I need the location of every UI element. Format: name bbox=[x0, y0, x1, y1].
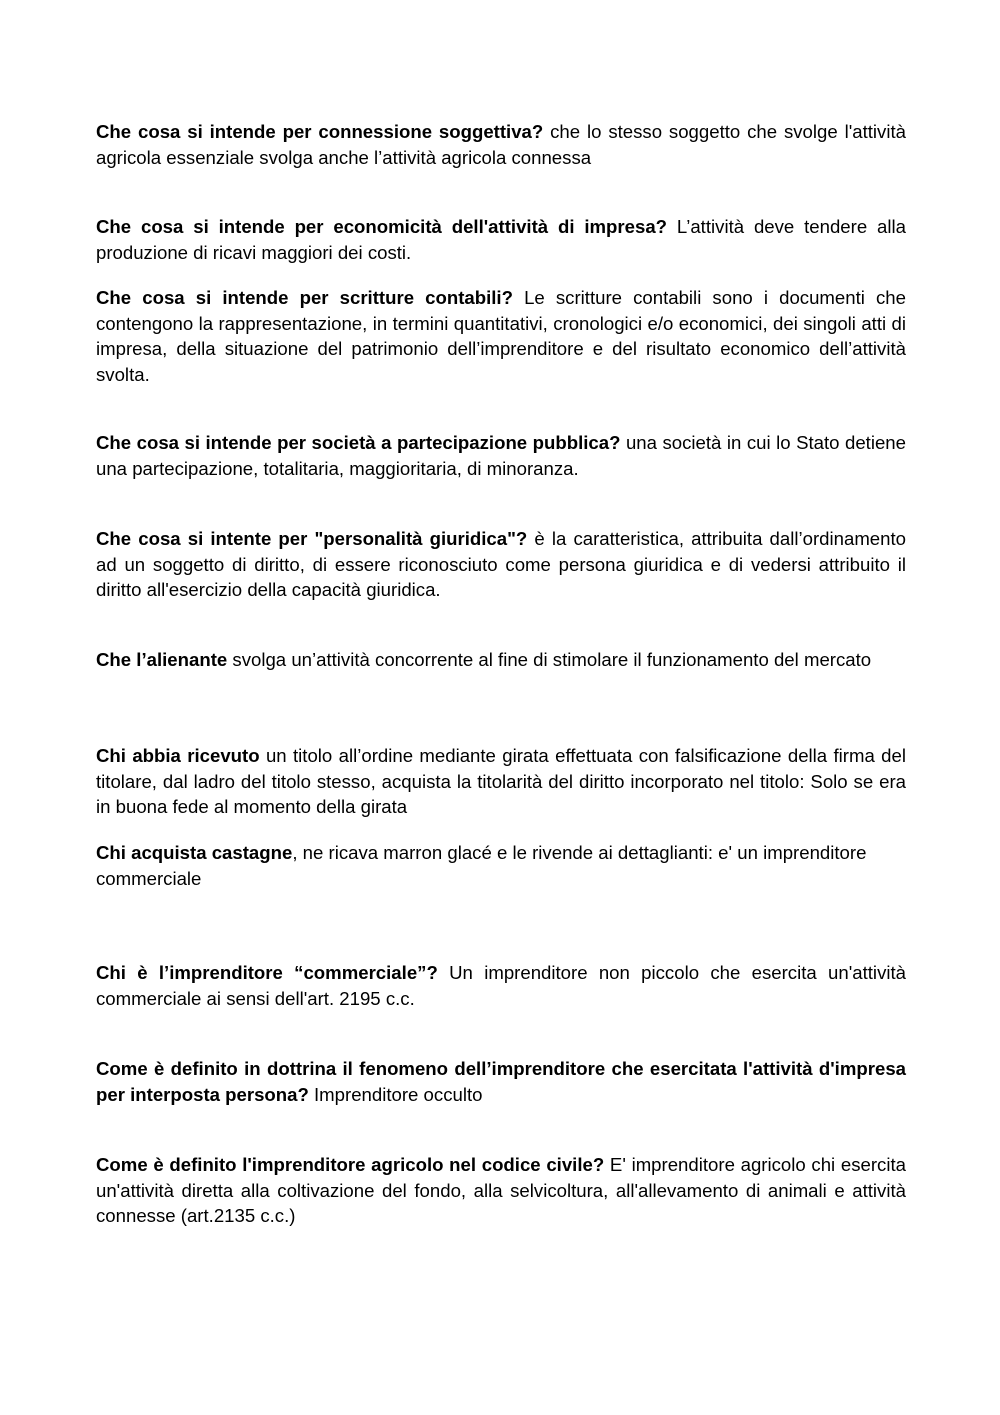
answer-text: L’attività deve tendere alla produzione di ricavi maggiori dei costi. bbox=[96, 216, 906, 263]
qa-entry bbox=[96, 960, 906, 1011]
answer-text: una società in cui lo Stato detiene una partecipazione, totalitaria, maggioritaria, di minoranza. bbox=[96, 432, 906, 479]
answer-text: è la caratteristica, attribuita dall’ordinamento ad un soggetto di diritto, di essere riconosciuto come persona giuridica e di vedersi attribuito il diritto all'esercizio della capacità giuridica. bbox=[96, 528, 906, 600]
question-text: Che cosa si intente per "personalità giuridica"? bbox=[96, 528, 528, 549]
answer-text: E' imprenditore agricolo chi esercita un'attività diretta alla coltivazione del fondo, alla selvicoltura, all'allevamento di animali e attività connesse (art.2135 c.c.) bbox=[96, 1154, 906, 1226]
qa-entry bbox=[96, 1152, 906, 1229]
answer-text: svolga un’attività concorrente al fine di stimolare il funzionamento del mercato bbox=[227, 649, 872, 670]
answer-text: Le scritture contabili sono i documenti che contengono la rappresentazione, in termini quantitativi, cronologici e/o economici, dei singoli atti di impresa, della situazione del patrimonio dell’imprenditore e del risultato economico dell’attività svolta. bbox=[96, 287, 906, 385]
question-text: Che cosa si intende per scritture contabili? bbox=[96, 287, 513, 308]
qa-entry bbox=[96, 119, 906, 170]
question-text: Che l’alienante bbox=[96, 649, 228, 670]
question-text: Come è definito in dottrina il fenomeno dell’imprenditore che esercitata l'attività d'impresa per interposta persona? bbox=[96, 1058, 906, 1105]
question-text: Che cosa si intende per connessione soggettiva? bbox=[96, 121, 544, 142]
qa-entry bbox=[96, 743, 906, 820]
qa-entry bbox=[96, 840, 906, 891]
qa-entry bbox=[96, 214, 906, 265]
qa-entry bbox=[96, 1056, 906, 1107]
question-text: Chi acquista castagne bbox=[96, 842, 293, 863]
question-text: Che cosa si intende per società a partecipazione pubblica? bbox=[96, 432, 621, 453]
qa-entry bbox=[96, 430, 906, 481]
question-text: Come è definito l'imprenditore agricolo nel codice civile? bbox=[96, 1154, 605, 1175]
qa-entry bbox=[96, 647, 906, 673]
answer-text: Imprenditore occulto bbox=[308, 1083, 483, 1105]
answer-text: , ne ricava marron glacé e le rivende ai dettaglianti: e' un imprenditore bbox=[292, 842, 867, 863]
question-text: Chi è l’imprenditore “commerciale”? bbox=[96, 962, 438, 983]
question-text: Chi abbia ricevuto bbox=[96, 745, 260, 766]
answer-text: che lo stesso soggetto che svolge l'attività agricola essenziale svolga anche l’attività agricola connessa bbox=[96, 121, 906, 168]
answer-text: Un imprenditore non piccolo che esercita un'attività commerciale ai sensi dell'art. 2195 c.c. bbox=[96, 962, 907, 1009]
question-text: Che cosa si intende per economicità dell'attività di impresa? bbox=[96, 216, 668, 237]
qa-entry bbox=[96, 285, 906, 387]
answer-text: un titolo all’ordine mediante girata effettuata con falsificazione della firma del titolare, dal ladro del titolo stesso, acquista la titolarità del diritto incorporato nel titolo: Solo se era in buona fede al momento della girata bbox=[96, 745, 906, 817]
answer-text-continuation: commerciale bbox=[96, 867, 202, 889]
qa-entry bbox=[96, 526, 906, 603]
